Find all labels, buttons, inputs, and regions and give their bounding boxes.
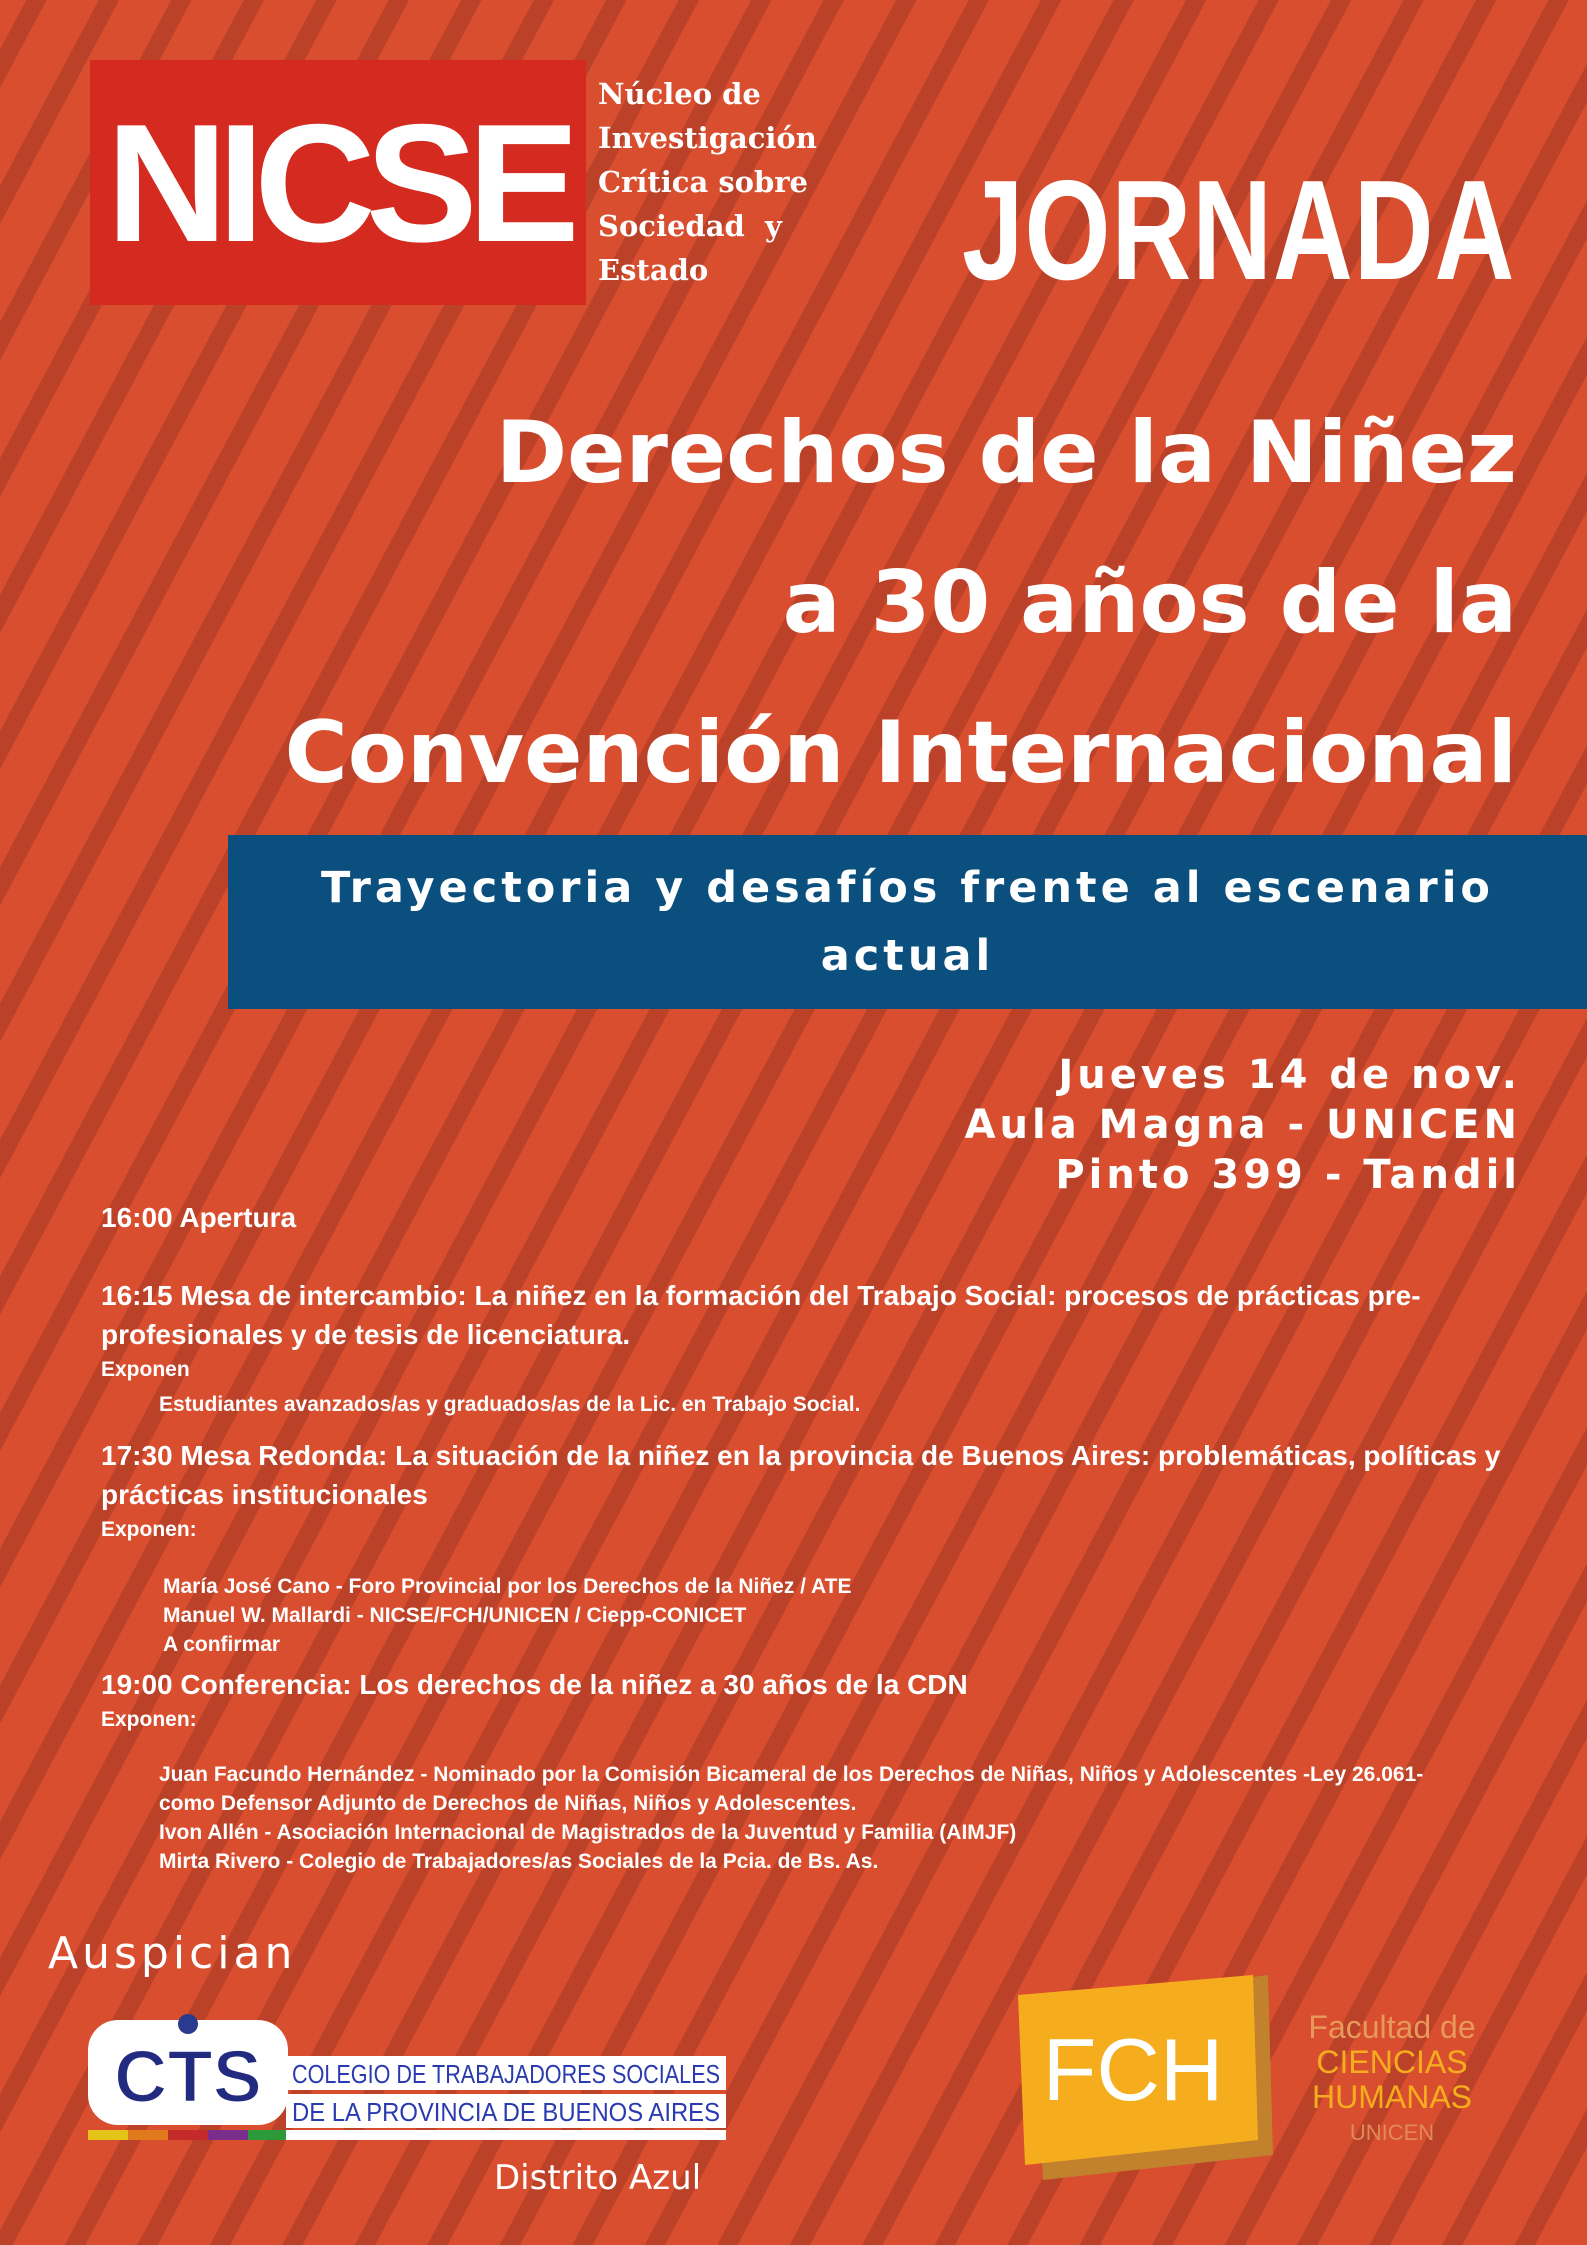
event-venue: Aula Magna - UNICEN [964,1102,1521,1148]
event-details [965,1050,1521,1200]
organization-name-line: Estado [598,253,709,287]
session-title: 17:30 Mesa Redonda: La situación de la niñez en la provincia de Buenos Aires: problemáticas, políticas y prácticas institucionales [101,1440,1501,1510]
sponsors-heading: Auspician [48,1928,297,1979]
fch-name-line: CIENCIAS [1316,2044,1468,2080]
event-title [57,378,1517,828]
cts-name-line: COLEGIO DE TRABAJADORES SOCIALES [292,2059,720,2089]
subtitle-band [228,835,1587,1009]
fch-name-line: UNICEN [1349,2120,1435,2145]
cts-stripe [88,2130,128,2140]
event-subtitle: Trayectoria y desafíos frente al escenario actual [321,863,1494,981]
organization-name-line: Investigación [598,121,817,155]
cts-logo [88,2010,728,2160]
program-opening: 16:00 Apertura [101,1202,297,1233]
fch-logo [1013,1975,1273,2185]
event-date: Jueves 14 de nov. [1058,1052,1521,1098]
nicse-logo [90,60,586,305]
event-title-line: Convención Internacional [284,703,1517,803]
cts-stripe [208,2130,248,2140]
speaker-line: Mirta Rivero - Colegio de Trabajadores/as Sociales de la Pcia. de Bs. As. [159,1850,879,1873]
fch-name-line: Facultad de [1308,2009,1476,2045]
cts-logo-abbr: CTS [114,2035,262,2118]
organization-name-line: Sociedad y [598,209,782,243]
organization-name [598,72,858,292]
cts-stripe [168,2130,208,2140]
cts-name-line: DE LA PROVINCIA DE BUENOS AIRES [292,2097,720,2127]
cts-name-underline [286,2130,726,2140]
fch-name-line: HUMANAS [1311,2079,1472,2115]
organization-name-line: Núcleo de [598,77,761,111]
cts-stripe [128,2130,168,2140]
session-title: 16:15 Mesa de intercambio: La niñez en la formación del Trabajo Social: procesos de prácticas pre-profesionales y de tesis de licenciatura. [101,1280,1421,1350]
session-title: 19:00 Conferencia: Los derechos de la niñez a 30 años de la CDN [101,1669,968,1700]
speaker-line: Ivon Allén - Asociación Internacional de Magistrados de la Juventud y Familia (AIMJF) [159,1821,1017,1844]
speaker-line: Estudiantes avanzados/as y graduados/as de la Lic. en Trabajo Social. [159,1393,861,1416]
speaker-line: A confirmar [163,1633,281,1656]
speaker-line: como Defensor Adjunto de Derechos de Niñas, Niños y Adolescentes. [159,1792,857,1815]
session-speakers-label: Exponen [101,1358,190,1381]
fch-name [1302,2010,1482,2150]
cts-logo-dot [178,2014,198,2034]
session-speakers-label: Exponen: [101,1518,197,1541]
nicse-logo-text: NICSE [106,88,570,277]
program [101,1198,1521,1876]
event-title-line: a 30 años de la [782,553,1517,653]
session-speakers-label: Exponen: [101,1708,197,1731]
event-address: Pinto 399 - Tandil [1055,1152,1521,1198]
speaker-line: Juan Facundo Hernández - Nominado por la Comisión Bicameral de los Derechos de Niñas, Niños y Adolescentes -Ley 26.061- [159,1763,1424,1786]
event-title-line: Derechos de la Niñez [495,403,1517,503]
cts-district: Distrito Azul [494,2158,702,2198]
organization-name-line: Crítica sobre [598,165,809,199]
speaker-line: María José Cano - Foro Provincial por los Derechos de la Niñez / ATE [163,1575,852,1598]
fch-logo-abbr: FCH [1042,2020,1224,2119]
speaker-line: Manuel W. Mallardi - NICSE/FCH/UNICEN / Ciepp-CONICET [163,1604,747,1627]
event-type-heading: JORNADA [961,151,1515,310]
cts-stripe [248,2130,288,2140]
